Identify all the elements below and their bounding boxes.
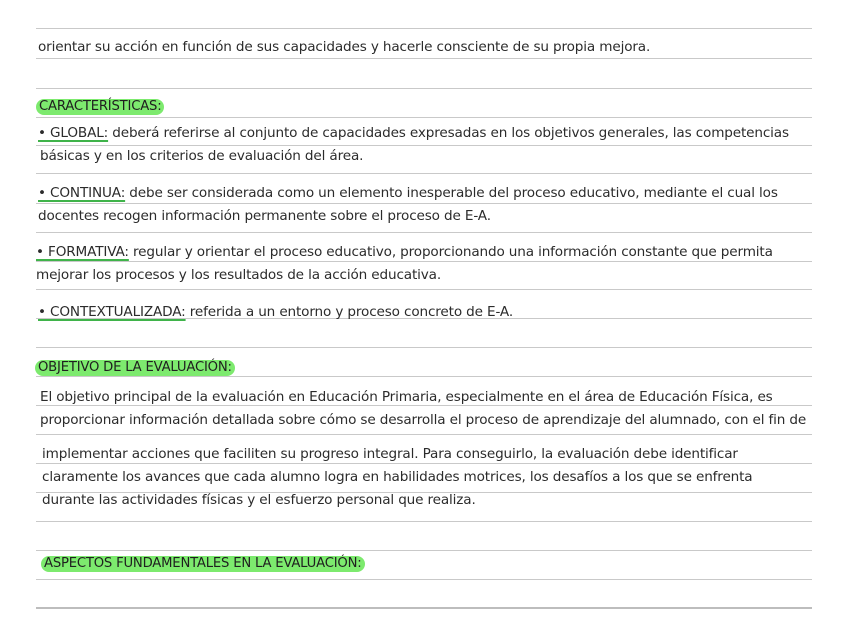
ruled-line (36, 463, 812, 464)
aspects-heading: ASPECTOS FUNDAMENTALES EN LA EVALUACIÓN: (41, 556, 365, 572)
ruled-line (36, 607, 812, 609)
ruled-line (36, 173, 812, 174)
continua-text-1: debe ser considerada como un elemento inesperable del proceso educativo, mediante el cual los (125, 185, 778, 201)
ruled-line (36, 579, 812, 580)
objective-line-1: El objetivo principal de la evaluación en Educación Primaria, especialmente en el área de Educación Física, es (40, 389, 773, 405)
contextualizada-term: • CONTEXTUALIZADA: (38, 304, 186, 320)
ruled-line (36, 58, 812, 59)
ruled-line (36, 232, 812, 233)
objective-line-5: durante las actividades físicas y el esfuerzo personal que realiza. (42, 492, 476, 508)
formativa-term: • FORMATIVA: (36, 244, 129, 260)
continua-line-2: docentes recogen información permanente sobre el proceso de E-A. (38, 208, 491, 224)
ruled-line (36, 434, 812, 435)
objective-heading: OBJETIVO DE LA EVALUACIÓN: (35, 360, 235, 376)
global-term: • GLOBAL: (38, 125, 109, 141)
ruled-line (36, 203, 812, 204)
ruled-line (36, 28, 812, 29)
ruled-line (36, 347, 812, 348)
objective-line-2: proporcionar información detallada sobre cómo se desarrolla el proceso de aprendizaje del alumnado, con el fin de (40, 412, 807, 428)
ruled-line (36, 117, 812, 118)
global-line-1 (38, 124, 789, 142)
ruled-line (36, 376, 812, 377)
objective-line-3: implementar acciones que faciliten su progreso integral. Para conseguirlo, la evaluación debe identificar (42, 446, 738, 462)
formativa-line-1 (36, 243, 773, 261)
ruled-line (36, 289, 812, 290)
ruled-line (36, 550, 812, 551)
ruled-line (36, 261, 812, 262)
ruled-line (36, 88, 812, 89)
contextualizada-line (38, 303, 513, 321)
ruled-line (36, 145, 812, 146)
global-line-2: básicas y en los criterios de evaluación del área. (40, 148, 364, 164)
formativa-line-2: mejorar los procesos y los resultados de la acción educativa. (36, 267, 442, 283)
formativa-text-1: regular y orientar el proceso educativo, proporcionando una información constante que permita (128, 244, 773, 260)
continua-line-1 (38, 184, 778, 202)
ruled-line (36, 521, 812, 522)
objective-line-4: claramente los avances que cada alumno logra en habilidades motrices, los desafíos a los que se enfrenta (42, 469, 753, 485)
contextualizada-text: referida a un entorno y proceso concreto de E-A. (185, 304, 513, 320)
global-text-1: deberá referirse al conjunto de capacidades expresadas en los objetivos generales, las competencias (108, 125, 789, 141)
continua-term: • CONTINUA: (38, 185, 126, 201)
characteristics-heading: CARACTERÍSTICAS: (36, 99, 164, 115)
intro-line: orientar su acción en función de sus capacidades y hacerle consciente de su propia mejora. (38, 39, 651, 55)
